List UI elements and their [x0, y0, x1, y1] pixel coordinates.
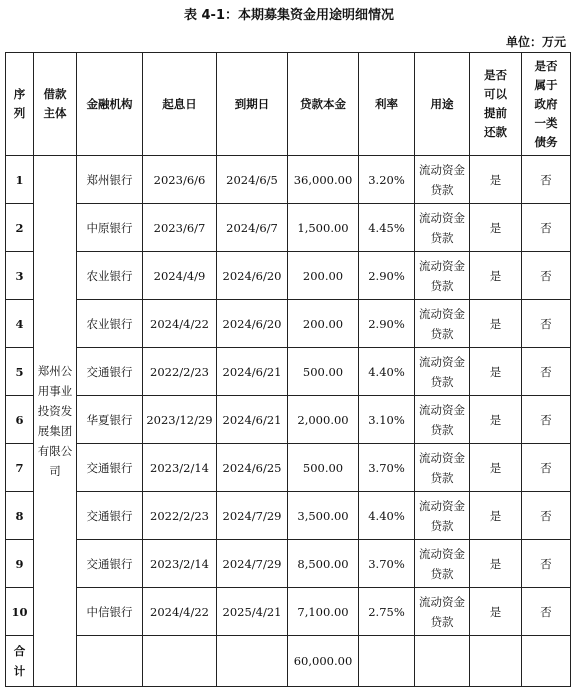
row-early-repay: 是 — [470, 300, 522, 348]
header-early-repay: 是否可以提前还款 — [470, 53, 522, 156]
row-end-date: 2025/4/21 — [217, 588, 288, 636]
row-end-date: 2024/6/25 — [217, 444, 288, 492]
row-seq: 4 — [6, 300, 34, 348]
row-start-date: 2022/2/23 — [143, 348, 217, 396]
row-early-repay: 是 — [470, 252, 522, 300]
row-seq: 6 — [6, 396, 34, 444]
row-gov-debt: 否 — [522, 300, 571, 348]
row-early-repay: 是 — [470, 156, 522, 204]
loan-table — [5, 52, 571, 687]
row-rate: 3.10% — [359, 396, 415, 444]
row-seq: 7 — [6, 444, 34, 492]
row-end-date: 2024/6/5 — [217, 156, 288, 204]
total-empty-purpose — [415, 636, 470, 687]
total-label: 合计 — [6, 636, 34, 687]
row-gov-debt: 否 — [522, 204, 571, 252]
row-start-date: 2023/6/7 — [143, 204, 217, 252]
row-seq: 5 — [6, 348, 34, 396]
row-bank: 中信银行 — [77, 588, 143, 636]
row-start-date: 2023/2/14 — [143, 444, 217, 492]
header-row — [6, 53, 571, 156]
row-rate: 2.90% — [359, 252, 415, 300]
total-empty-bank — [77, 636, 143, 687]
row-gov-debt: 否 — [522, 252, 571, 300]
row-bank: 交通银行 — [77, 348, 143, 396]
row-end-date: 2024/7/29 — [217, 540, 288, 588]
row-principal: 2,000.00 — [288, 396, 359, 444]
row-end-date: 2024/7/29 — [217, 492, 288, 540]
row-purpose: 流动资金贷款 — [415, 252, 470, 300]
row-gov-debt: 否 — [522, 540, 571, 588]
header-rate: 利率 — [359, 53, 415, 156]
row-purpose: 流动资金贷款 — [415, 444, 470, 492]
row-purpose: 流动资金贷款 — [415, 204, 470, 252]
total-empty-start — [143, 636, 217, 687]
row-purpose: 流动资金贷款 — [415, 156, 470, 204]
row-early-repay: 是 — [470, 204, 522, 252]
row-rate: 3.70% — [359, 444, 415, 492]
total-empty-end — [217, 636, 288, 687]
row-start-date: 2023/12/29 — [143, 396, 217, 444]
unit-label: 单位：万元 — [505, 35, 566, 49]
row-rate: 4.45% — [359, 204, 415, 252]
row-principal: 500.00 — [288, 348, 359, 396]
row-principal: 1,500.00 — [288, 204, 359, 252]
table-row — [6, 252, 571, 300]
row-end-date: 2024/6/21 — [217, 396, 288, 444]
row-end-date: 2024/6/20 — [217, 300, 288, 348]
row-principal: 7,100.00 — [288, 588, 359, 636]
row-bank: 中原银行 — [77, 204, 143, 252]
header-purpose: 用途 — [415, 53, 470, 156]
row-bank: 郑州银行 — [77, 156, 143, 204]
table-row — [6, 588, 571, 636]
total-principal: 60,000.00 — [288, 636, 359, 687]
row-principal: 3,500.00 — [288, 492, 359, 540]
row-bank: 华夏银行 — [77, 396, 143, 444]
row-seq: 9 — [6, 540, 34, 588]
row-start-date: 2024/4/22 — [143, 300, 217, 348]
row-early-repay: 是 — [470, 492, 522, 540]
row-purpose: 流动资金贷款 — [415, 492, 470, 540]
table-row — [6, 156, 571, 204]
header-borrower: 借款主体 — [34, 53, 77, 156]
row-start-date: 2023/6/6 — [143, 156, 217, 204]
header-principal: 贷款本金 — [288, 53, 359, 156]
row-rate: 2.90% — [359, 300, 415, 348]
row-principal: 200.00 — [288, 252, 359, 300]
row-rate: 2.75% — [359, 588, 415, 636]
row-bank: 农业银行 — [77, 252, 143, 300]
row-early-repay: 是 — [470, 588, 522, 636]
row-seq: 1 — [6, 156, 34, 204]
table-title: 表 4-1：本期募集资金用途明细情况 — [183, 8, 394, 23]
row-seq: 10 — [6, 588, 34, 636]
row-purpose: 流动资金贷款 — [415, 348, 470, 396]
row-bank: 交通银行 — [77, 492, 143, 540]
table-row — [6, 300, 571, 348]
total-empty-rate — [359, 636, 415, 687]
row-purpose: 流动资金贷款 — [415, 396, 470, 444]
row-rate: 4.40% — [359, 492, 415, 540]
row-end-date: 2024/6/7 — [217, 204, 288, 252]
header-bank: 金融机构 — [77, 53, 143, 156]
row-start-date: 2024/4/9 — [143, 252, 217, 300]
table-row — [6, 492, 571, 540]
row-principal: 500.00 — [288, 444, 359, 492]
row-bank: 交通银行 — [77, 540, 143, 588]
row-purpose: 流动资金贷款 — [415, 588, 470, 636]
row-bank: 农业银行 — [77, 300, 143, 348]
table-row — [6, 204, 571, 252]
row-purpose: 流动资金贷款 — [415, 300, 470, 348]
row-gov-debt: 否 — [522, 156, 571, 204]
row-rate: 3.70% — [359, 540, 415, 588]
row-purpose: 流动资金贷款 — [415, 540, 470, 588]
total-empty-early — [470, 636, 522, 687]
row-principal: 200.00 — [288, 300, 359, 348]
row-principal: 36,000.00 — [288, 156, 359, 204]
row-seq: 2 — [6, 204, 34, 252]
row-rate: 3.20% — [359, 156, 415, 204]
header-gov-debt: 是否属于政府一类债务 — [522, 53, 571, 156]
row-gov-debt: 否 — [522, 348, 571, 396]
table-row — [6, 540, 571, 588]
row-early-repay: 是 — [470, 540, 522, 588]
row-seq: 8 — [6, 492, 34, 540]
row-start-date: 2023/2/14 — [143, 540, 217, 588]
row-early-repay: 是 — [470, 396, 522, 444]
row-gov-debt: 否 — [522, 492, 571, 540]
table-row — [6, 348, 571, 396]
row-bank: 交通银行 — [77, 444, 143, 492]
row-early-repay: 是 — [470, 444, 522, 492]
row-start-date: 2024/4/22 — [143, 588, 217, 636]
row-end-date: 2024/6/20 — [217, 252, 288, 300]
table-row — [6, 444, 571, 492]
table-row — [6, 396, 571, 444]
row-rate: 4.40% — [359, 348, 415, 396]
header-start-date: 起息日 — [143, 53, 217, 156]
total-empty-gov — [522, 636, 571, 687]
row-gov-debt: 否 — [522, 396, 571, 444]
row-start-date: 2022/2/23 — [143, 492, 217, 540]
total-row — [6, 636, 571, 687]
row-principal: 8,500.00 — [288, 540, 359, 588]
row-gov-debt: 否 — [522, 444, 571, 492]
row-seq: 3 — [6, 252, 34, 300]
header-seq: 序列 — [6, 53, 34, 156]
borrower-cell: 郑州公用事业投资发展集团有限公司 — [34, 156, 77, 687]
row-early-repay: 是 — [470, 348, 522, 396]
row-gov-debt: 否 — [522, 588, 571, 636]
row-end-date: 2024/6/21 — [217, 348, 288, 396]
header-end-date: 到期日 — [217, 53, 288, 156]
